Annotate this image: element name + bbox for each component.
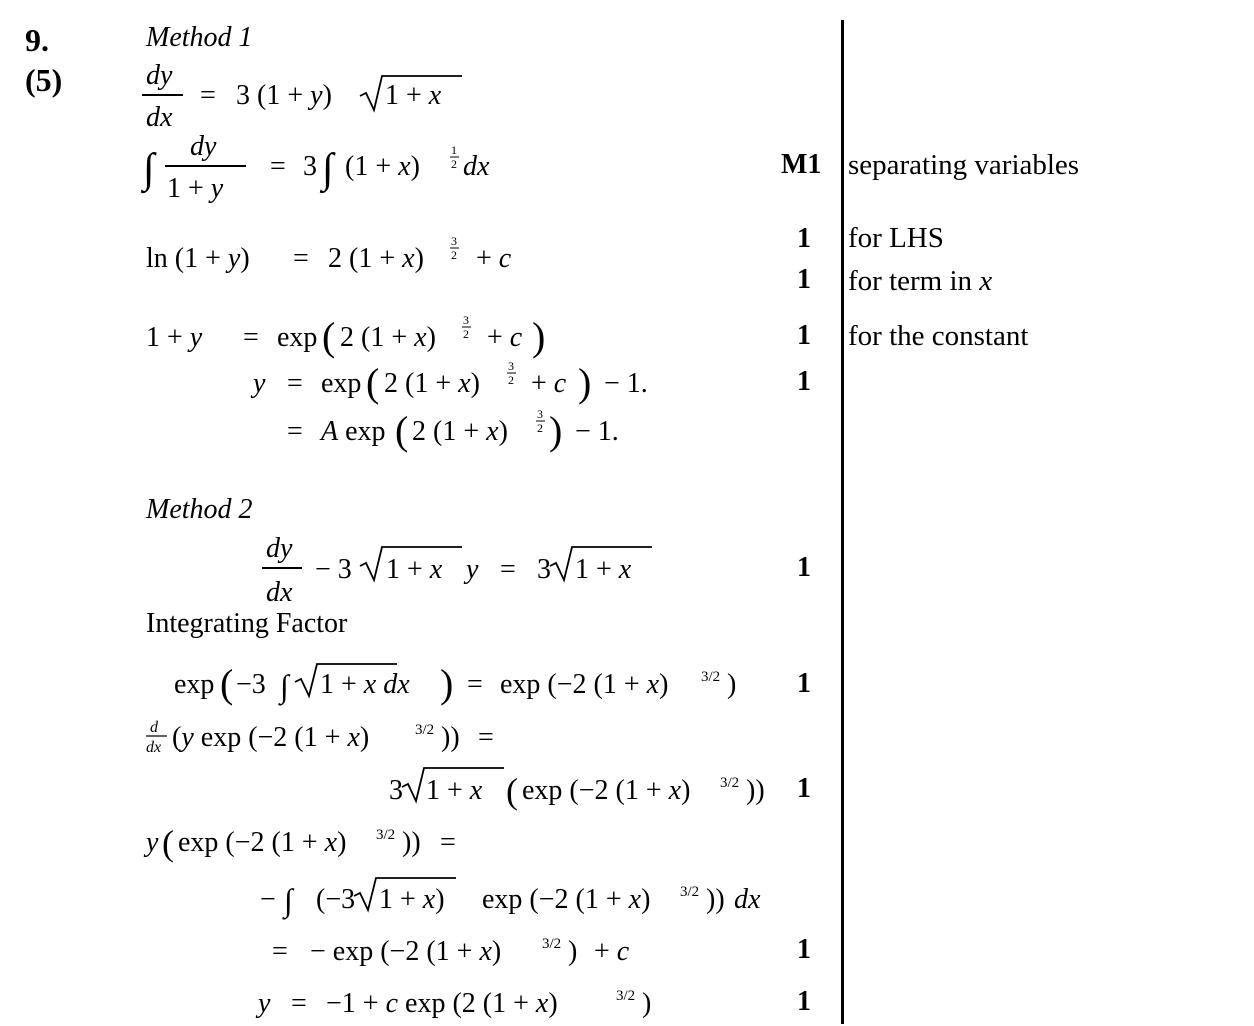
m2-line-7 — [272, 936, 630, 967]
svg-text:(1 + x): (1 + x) — [345, 151, 420, 182]
svg-text:1 + x: 1 + x — [426, 775, 483, 806]
svg-text:−: − — [260, 884, 276, 915]
column-divider — [841, 20, 844, 1024]
svg-text:dx: dx — [146, 102, 173, 133]
svg-text:(: ( — [395, 408, 409, 453]
svg-text:(: ( — [366, 360, 380, 405]
svg-text:)): )) — [746, 775, 765, 806]
note-variable-x: x — [979, 265, 993, 297]
svg-text:(: ( — [162, 823, 174, 863]
svg-text:2: 2 — [463, 327, 469, 341]
m2-line-8 — [255, 988, 651, 1019]
svg-text:): ) — [568, 936, 578, 967]
svg-text:A exp: A exp — [321, 416, 386, 447]
m2-line-5 — [143, 823, 456, 863]
svg-text:2 (1 + x): 2 (1 + x) — [384, 368, 480, 399]
svg-text:−3: −3 — [236, 669, 266, 700]
svg-text:+ c: + c — [594, 936, 630, 967]
svg-text:− 3: − 3 — [315, 554, 352, 585]
svg-text:3: 3 — [451, 234, 457, 248]
svg-text:3/2: 3/2 — [542, 936, 562, 952]
svg-text:y: y — [146, 827, 159, 858]
svg-text:d: d — [150, 719, 158, 736]
svg-text:3: 3 — [303, 151, 317, 182]
svg-text:): ) — [642, 988, 652, 1019]
svg-text:y: y — [466, 554, 479, 585]
svg-text:exp: exp — [321, 368, 362, 399]
svg-text:3/2: 3/2 — [720, 775, 740, 791]
svg-text:(: ( — [220, 661, 234, 706]
mark-m2-final: 1 — [797, 986, 811, 1017]
svg-text:)): )) — [441, 722, 460, 753]
svg-text:1: 1 — [451, 143, 457, 157]
svg-text:3: 3 — [389, 775, 403, 806]
svg-text:=: = — [440, 827, 456, 858]
svg-text:∫: ∫ — [322, 146, 334, 192]
svg-text:2: 2 — [451, 157, 457, 171]
svg-text:dy: dy — [190, 131, 217, 162]
svg-text:exp: exp — [174, 669, 215, 700]
svg-text:dy: dy — [266, 533, 293, 564]
svg-text:−1 + c exp (2 (1 + x): −1 + c exp (2 (1 + x) — [326, 988, 558, 1019]
svg-text:∫: ∫ — [284, 882, 293, 918]
svg-text:1 + x dx: 1 + x dx — [320, 669, 410, 700]
method-1-heading: Method 1 — [146, 22, 253, 53]
svg-text:(−3: (−3 — [316, 884, 356, 915]
svg-text:exp (−2 (1 + x): exp (−2 (1 + x) — [500, 669, 669, 700]
svg-text:): ) — [727, 669, 737, 700]
m1-line-5 — [250, 359, 648, 405]
m2-line-6 — [260, 878, 761, 920]
svg-text:∫: ∫ — [280, 668, 289, 704]
svg-text:3: 3 — [508, 359, 514, 373]
svg-text:): ) — [440, 661, 454, 706]
svg-text:exp (−2 (1 + x): exp (−2 (1 + x) — [482, 884, 651, 915]
svg-text:(y exp (−2 (1 + x): (y exp (−2 (1 + x) — [172, 722, 370, 753]
mark-m1: M1 — [781, 149, 822, 180]
svg-text:dx: dx — [146, 739, 162, 756]
mark-y-line: 1 — [797, 366, 811, 397]
svg-text:3: 3 — [537, 554, 551, 585]
svg-text:3/2: 3/2 — [701, 669, 721, 685]
svg-text:2 (1 + x): 2 (1 + x) — [412, 416, 508, 447]
m2-line-4 — [389, 768, 765, 811]
svg-text:− 1.: − 1. — [575, 416, 619, 447]
svg-text:+ c: + c — [531, 368, 567, 399]
note-constant: for the constant — [848, 320, 1029, 352]
svg-text:): ) — [549, 408, 563, 453]
svg-text:exp (−2 (1 + x): exp (−2 (1 + x) — [522, 775, 691, 806]
svg-text:exp: exp — [277, 322, 318, 353]
svg-text:dx: dx — [266, 577, 293, 608]
m2-line-3 — [146, 719, 494, 756]
svg-text:)): )) — [706, 884, 725, 915]
svg-text:− 1.: − 1. — [604, 368, 648, 399]
svg-text:=: = — [270, 151, 286, 182]
svg-text:3/2: 3/2 — [415, 722, 435, 738]
svg-text:=: = — [291, 988, 307, 1019]
svg-text:1 + x): 1 + x) — [379, 884, 445, 915]
question-marks: (5) — [25, 62, 63, 98]
svg-text:1 + x: 1 + x — [575, 554, 632, 585]
mark-term: 1 — [797, 264, 811, 295]
svg-text:=: = — [500, 554, 516, 585]
svg-text:(: ( — [506, 771, 518, 811]
svg-text:=: = — [478, 722, 494, 753]
svg-text:∫: ∫ — [143, 146, 155, 192]
svg-text:=: = — [293, 243, 309, 274]
mark-m2-int: 1 — [797, 934, 811, 965]
note-separating-variables: separating variables — [848, 149, 1080, 181]
svg-text:(: ( — [322, 314, 336, 359]
svg-text:): ) — [532, 314, 546, 359]
svg-text:)): )) — [402, 827, 421, 858]
svg-text:dx: dx — [734, 884, 761, 915]
svg-text:3 (1 + y): 3 (1 + y) — [236, 80, 332, 111]
svg-text:3/2: 3/2 — [680, 884, 700, 900]
question-number: 9. — [25, 22, 49, 58]
svg-text:=: = — [287, 416, 303, 447]
svg-text:2 (1 + x): 2 (1 + x) — [328, 243, 424, 274]
svg-text:dx: dx — [463, 151, 490, 182]
svg-text:3/2: 3/2 — [616, 988, 636, 1004]
svg-text:): ) — [578, 360, 592, 405]
svg-text:2: 2 — [451, 248, 457, 262]
svg-text:− exp (−2 (1 + x): − exp (−2 (1 + x) — [310, 936, 502, 967]
svg-text:exp (−2 (1 + x): exp (−2 (1 + x) — [178, 827, 347, 858]
svg-text:=: = — [287, 368, 303, 399]
mark-m2-de: 1 — [797, 552, 811, 583]
mark-constant: 1 — [797, 320, 811, 351]
svg-text:ln (1 + y): ln (1 + y) — [146, 243, 250, 274]
svg-text:2 (1 + x): 2 (1 + x) — [340, 322, 436, 353]
svg-text:2: 2 — [537, 421, 543, 435]
note-term-in-x: for term in x — [848, 265, 993, 297]
svg-text:3: 3 — [463, 313, 469, 327]
m1-line-3 — [146, 234, 512, 274]
note-lhs: for LHS — [848, 222, 944, 254]
svg-text:y: y — [253, 368, 266, 399]
svg-text:1 + y: 1 + y — [146, 322, 203, 353]
mark-lhs: 1 — [797, 223, 811, 254]
svg-text:3/2: 3/2 — [376, 827, 396, 843]
integrating-factor-label: Integrating Factor — [146, 608, 348, 639]
svg-text:1 + x: 1 + x — [386, 554, 443, 585]
svg-text:+ c: + c — [476, 243, 512, 274]
svg-text:=: = — [200, 80, 216, 111]
svg-text:=: = — [272, 936, 288, 967]
svg-text:=: = — [243, 322, 259, 353]
m1-line-4 — [146, 313, 545, 359]
mark-m2-deriv: 1 — [797, 773, 811, 804]
m1-line-2 — [140, 131, 490, 204]
svg-text:3: 3 — [537, 407, 543, 421]
m2-line-2 — [174, 661, 736, 706]
svg-text:y: y — [258, 988, 271, 1019]
method-2-heading: Method 2 — [146, 494, 253, 525]
m1-line-6 — [287, 407, 619, 453]
svg-text:1 + x: 1 + x — [385, 80, 442, 111]
m2-line-1 — [262, 533, 652, 608]
mark-m2-if: 1 — [797, 668, 811, 699]
svg-text:2: 2 — [508, 373, 514, 387]
m1-line-1 — [142, 60, 462, 133]
svg-text:1 + y: 1 + y — [167, 173, 224, 204]
svg-text:dy: dy — [146, 60, 173, 91]
svg-text:=: = — [467, 669, 483, 700]
svg-text:+ c: + c — [487, 322, 523, 353]
